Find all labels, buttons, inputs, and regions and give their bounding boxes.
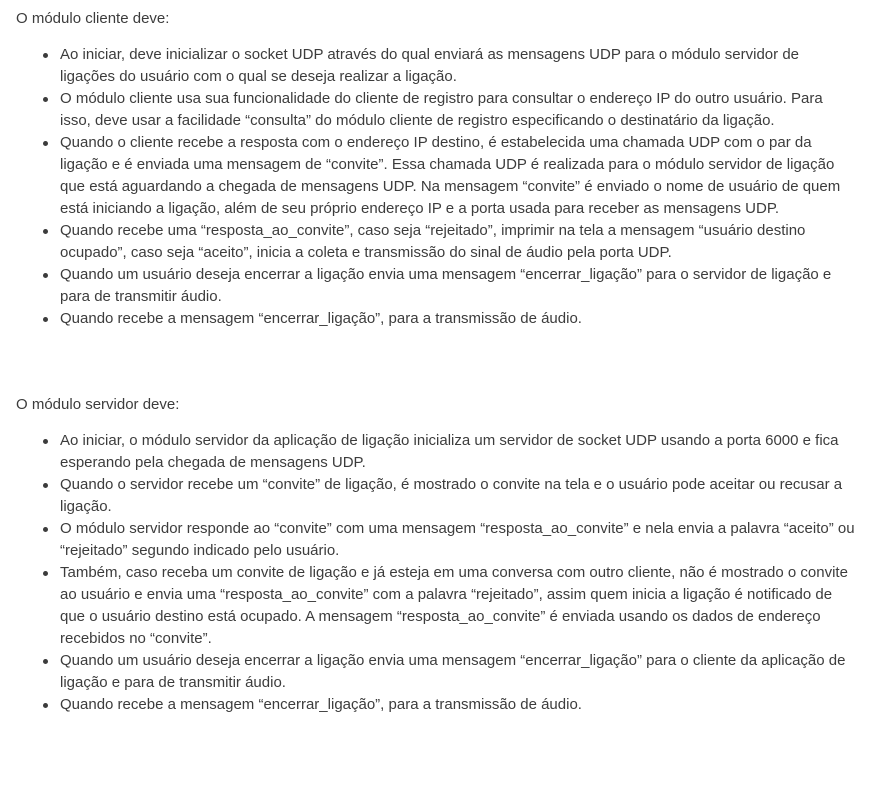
- list-item: Ao iniciar, o módulo servidor da aplicação de ligação inicializa um servidor de socket UDP usando a porta 6000 e fica esperando pela chegada de mensagens UDP.: [16, 430, 856, 474]
- server-section-heading: O módulo servidor deve:: [16, 396, 180, 413]
- list-item: Ao iniciar, deve inicializar o socket UDP através do qual enviará as mensagens UDP para o módulo servidor de ligações do usuário com o qual se deseja realizar a ligação.: [16, 44, 856, 88]
- list-item: Quando o cliente recebe a resposta com o endereço IP destino, é estabelecida uma chamada UDP com o par da ligação e é enviada uma mensagem de “convite”. Essa chamada UDP é realizada para o módulo servidor de ligação que está aguardando a chegada de mensagens UDP. Na mensagem “convite” é enviado o nome de usuário de quem está iniciando a ligação, além de seu próprio endereço IP e a porta usada para receber as mensagens UDP.: [16, 132, 856, 220]
- client-requirements-list: [16, 44, 856, 330]
- list-item: Quando um usuário deseja encerrar a ligação envia uma mensagem “encerrar_ligação” para o servidor de ligação e para de transmitir áudio.: [16, 264, 856, 308]
- list-item: Também, caso receba um convite de ligação e já esteja em uma conversa com outro cliente, não é mostrado o convite ao usuário e envia uma “resposta_ao_convite” com a palavra “rejeitado”, assim quem inicia a ligação é notificado de que o usuário destino está ocupado. A mensagem “resposta_ao_convite” é enviada usando os dados de endereço recebidos no “convite”.: [16, 562, 856, 650]
- server-requirements-list: [16, 430, 856, 716]
- list-item: Quando um usuário deseja encerrar a ligação envia uma mensagem “encerrar_ligação” para o cliente da aplicação de ligação e para de transmitir áudio.: [16, 650, 856, 694]
- list-item: O módulo servidor responde ao “convite” com uma mensagem “resposta_ao_convite” e nela envia a palavra “aceito” ou “rejeitado” segundo indicado pelo usuário.: [16, 518, 856, 562]
- client-section-heading: O módulo cliente deve:: [16, 10, 170, 27]
- section-spacer: [16, 330, 856, 394]
- document-body: [16, 8, 856, 716]
- list-item: Quando recebe a mensagem “encerrar_ligação”, para a transmissão de áudio.: [16, 694, 856, 716]
- list-item: Quando o servidor recebe um “convite” de ligação, é mostrado o convite na tela e o usuário pode aceitar ou recusar a ligação.: [16, 474, 856, 518]
- list-item: Quando recebe a mensagem “encerrar_ligação”, para a transmissão de áudio.: [16, 308, 856, 330]
- list-item: O módulo cliente usa sua funcionalidade do cliente de registro para consultar o endereço IP do outro usuário. Para isso, deve usar a facilidade “consulta” do módulo cliente de registro especificando o destinatário da ligação.: [16, 88, 856, 132]
- list-item: Quando recebe uma “resposta_ao_convite”, caso seja “rejeitado”, imprimir na tela a mensagem “usuário destino ocupado”, caso seja “aceito”, inicia a coleta e transmissão do sinal de áudio pela porta UDP.: [16, 220, 856, 264]
